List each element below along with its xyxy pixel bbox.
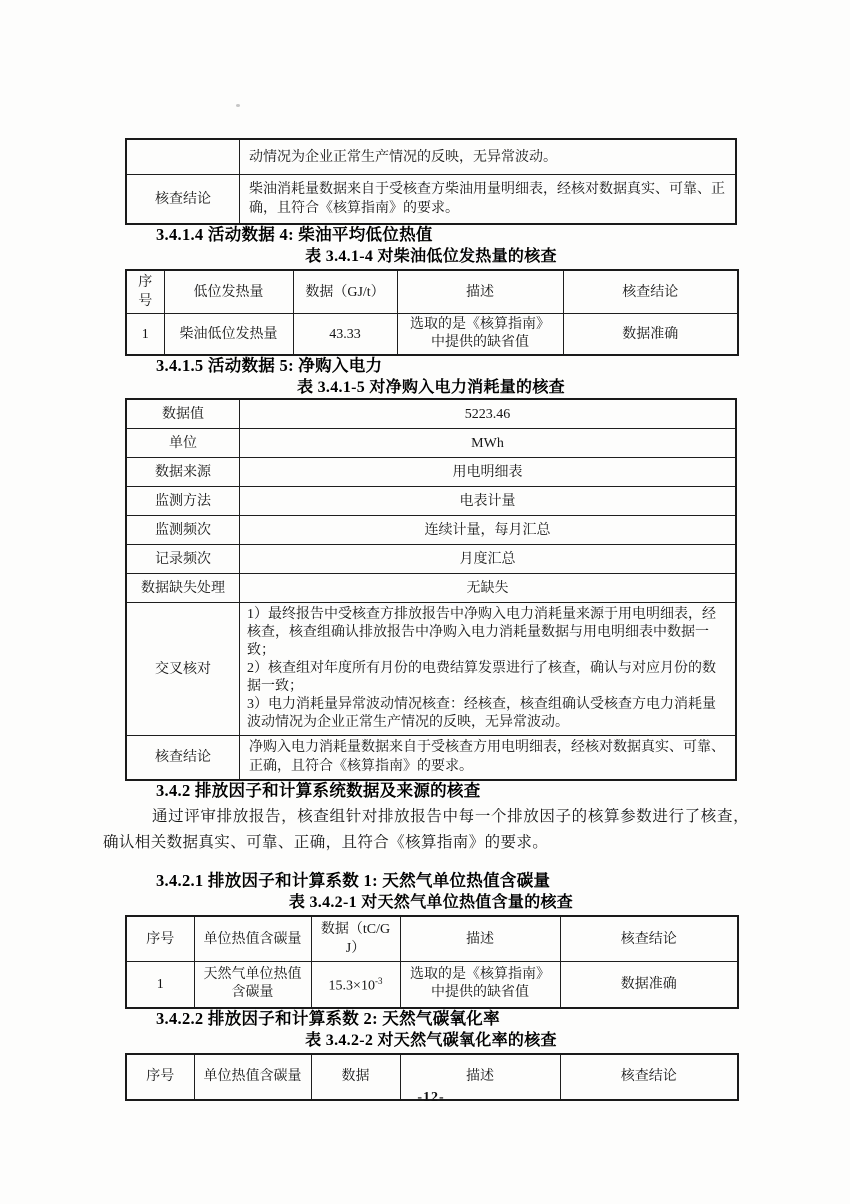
section-heading-3-4-1-4: 3.4.1.4 活动数据 4: 柴油平均低位热值: [156, 225, 433, 244]
cell-index: 1: [126, 962, 194, 1008]
cell-label: 记录频次: [126, 545, 240, 574]
cell-description: 选取的是《核算指南》中提供的缺省值: [400, 962, 560, 1008]
cell-label: 监测频次: [126, 516, 240, 545]
table-row: [126, 429, 736, 458]
column-header: 序号: [126, 1054, 194, 1100]
column-header: 描述: [400, 1054, 560, 1100]
cell-label: 数据值: [126, 399, 240, 429]
value-exponent: -3: [374, 976, 383, 987]
cell-value: 电表计量: [240, 487, 737, 516]
table-row-conclusion: [126, 736, 736, 780]
cross-check-line: 3）电力消耗量异常波动情况核查：经核查，核查组确认受核查方电力消耗量波动情况为企业正常生产情况的反映，无异常波动。: [247, 697, 716, 730]
table-3-4-2-1: [125, 915, 739, 1009]
page-content: [103, 0, 749, 1101]
column-header: 低位发热量: [164, 270, 293, 314]
table-row: [126, 399, 736, 429]
column-header: 单位热值含碳量: [194, 1054, 311, 1100]
column-header: 数据（GJ/t）: [293, 270, 397, 314]
cell-label: 核查结论: [126, 736, 240, 780]
column-header: 描述: [397, 270, 563, 314]
column-header: 核查结论: [560, 916, 738, 962]
cell-label-empty: [126, 139, 240, 175]
table-row: [126, 139, 736, 175]
cell-cross-check: [240, 603, 737, 736]
cell-label: 监测方法: [126, 487, 240, 516]
cell-value: [311, 962, 400, 1008]
column-header: 序号: [126, 916, 194, 962]
table-row: [126, 962, 738, 1008]
cell-label: 核查结论: [126, 175, 240, 225]
continuation-table: [125, 138, 737, 225]
cell-description: 选取的是《核算指南》中提供的缺省值: [397, 314, 563, 356]
column-header: 序号: [126, 270, 164, 314]
section-heading-3-4-1-5: 3.4.1.5 活动数据 5: 净购入电力: [156, 356, 383, 375]
cell-value: 月度汇总: [240, 545, 737, 574]
cell-value: 5223.46: [240, 399, 737, 429]
cell-index: 1: [126, 314, 164, 356]
table-3-4-1-5: [125, 398, 737, 781]
cell-value: 43.33: [293, 314, 397, 356]
table-row: [126, 314, 738, 356]
cross-check-line: 1）最终报告中受核查方排放报告中净购入电力消耗量来源于用电明细表，经核查，核查组确认排放报告中净购入电力消耗量数据与用电明细表中数据一致；: [247, 607, 716, 658]
section-heading-3-4-2-1: 3.4.2.1 排放因子和计算系数 1: 天然气单位热值含碳量: [156, 871, 551, 890]
cell-conclusion-text: 净购入电力消耗量数据来自于受核查方用电明细表，经核对数据真实、可靠、正确，且符合《核算指南》的要求。: [240, 736, 737, 780]
table-row: [126, 458, 736, 487]
table-header-row: [126, 270, 738, 314]
cell-value: 无缺失: [240, 574, 737, 603]
table-row: [126, 516, 736, 545]
table-row: [126, 574, 736, 603]
cell-value: 用电明细表: [240, 458, 737, 487]
column-header: 数据: [311, 1054, 400, 1100]
column-header: 核查结论: [560, 1054, 738, 1100]
table-caption-3-4-1-5: 表 3.4.1-5 对净购入电力消耗量的核查: [297, 379, 565, 396]
table-caption-3-4-2-2: 表 3.4.2-2 对天然气碳氧化率的核查: [305, 1031, 557, 1049]
cross-check-line: 2）核查组对年度所有月份的电费结算发票进行了核查，确认与对应月份的数据一致；: [247, 661, 716, 694]
cell-conclusion-text: 柴油消耗量数据来自于受核查方柴油用量明细表，经核对数据真实、可靠、正确，且符合《核算指南》的要求。: [240, 175, 737, 225]
cell-conclusion: 数据准确: [563, 314, 738, 356]
table-row: [126, 487, 736, 516]
cell-conclusion: 数据准确: [560, 962, 738, 1008]
column-header: 单位热值含碳量: [194, 916, 311, 962]
table-row: [126, 545, 736, 574]
cell-label: 单位: [126, 429, 240, 458]
cell-label: 数据来源: [126, 458, 240, 487]
table-row: [126, 175, 736, 225]
value-base: 15.3×10: [328, 979, 375, 995]
cell-label: 交叉核对: [126, 603, 240, 736]
body-paragraph: 通过评审排放报告，核查组针对排放报告中每一个排放因子的核算参数进行了核查，确认相关数据真实、可靠、正确，且符合《核算指南》的要求。: [103, 807, 749, 851]
cell-parameter-name: 天然气单位热值含碳量: [194, 962, 311, 1008]
column-header: 核查结论: [563, 270, 738, 314]
section-heading-3-4-2: 3.4.2 排放因子和计算系统数据及来源的核查: [156, 780, 481, 800]
section-heading-3-4-2-2: 3.4.2.2 排放因子和计算系数 2: 天然气碳氧化率: [156, 1008, 500, 1028]
page-number: -12-: [417, 1090, 445, 1105]
table-caption-3-4-2-1: 表 3.4.2-1 对天然气单位热值含量的核查: [288, 894, 574, 911]
column-header: 数据（tC/GJ）: [311, 916, 400, 962]
table-3-4-1-4: [125, 269, 739, 356]
cell-value: 连续计量，每月汇总: [240, 516, 737, 545]
table-row-cross-check: [126, 603, 736, 736]
cell-label: 数据缺失处理: [126, 574, 240, 603]
table-caption-3-4-1-4: 表 3.4.1-4 对柴油低位发热量的核查: [305, 248, 557, 265]
cell-value: MWh: [240, 429, 737, 458]
table-header-row: [126, 916, 738, 962]
cell-continued-text: 动情况为企业正常生产情况的反映，无异常波动。: [240, 139, 737, 175]
column-header: 描述: [400, 916, 560, 962]
cell-parameter-name: 柴油低位发热量: [164, 314, 293, 356]
